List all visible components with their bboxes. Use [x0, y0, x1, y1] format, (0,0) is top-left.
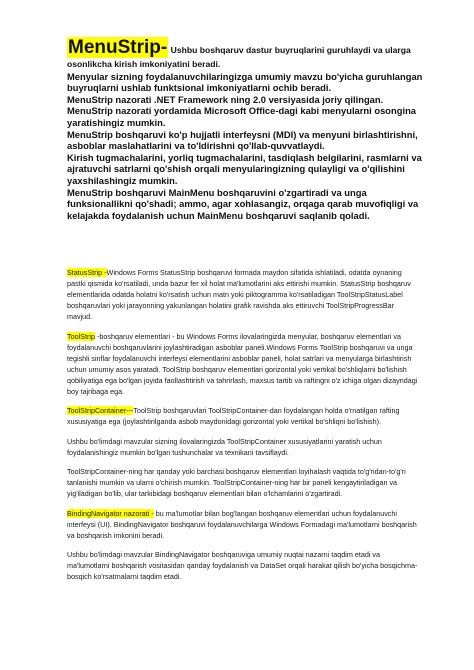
- toolstrip-paragraph: [67, 331, 419, 397]
- statusstrip-text: Windows Forms StatusStrip boshqaruvi formada maydon sifatida ishlatiladi, odatda oynaning pastki qismida ko'rsatiladi, unda bazur fer xil holat ma'lumotlarini aks ettirishi mumkin. StatusStrip boshqaruv elementlarida odatda holatni ko'rsatish uchun matn yoki piktogramma ko'rsatiladigan ToolStripStatusLabel boshqaruvlari yoki jarayonning yakunlangan holatini grafik ravishda aks ettiruvchi ToolStripProgressBar mavjud.: [67, 268, 411, 321]
- container-paragraph-2: Ushbu bo'limdagi mavzular sizning ilovalaringizda ToolStripContainer xususiyatlarini yaratish uchun foydalanishingiz mumkin bo'lgan tushunchalar va texnikani tavsiflaydi.: [67, 436, 382, 457]
- container-text: ToolStrip boshqaruvlari ToolStripContainer-dan foydalangan holda o'rnatilgan rafting xususiyatiga ega (joylashtirilganda asbob maydonidagi gorizontal yoki vertikal bo'shliqni bo'lishish).: [67, 406, 400, 426]
- document-title: MenuStrip-: [68, 37, 168, 58]
- intro-line: MenuStrip nazorati .NET Framework ning 2.0 versiyasida joriy qilingan.: [67, 93, 384, 105]
- statusstrip-term: StatusStrip -: [67, 268, 107, 277]
- container-paragraph: [67, 405, 419, 427]
- toolstrip-text: -boshqaruv elementlari - bu Windows Forms ilovalaringizda menyular, boshqaruv elementlari va foydalanuvchi boshqaruvlarini joylashtiradigan asboblar paneli.Windows Forms ToolStrip boshqaruvi va unga tegishli sinflar foydalanuvchi interfeysi elementlarini asboblar paneli, holat satrlari va menyularga birlashtirish uchun umumiy asos yaratadi. ToolStrip boshqaruv elementlari gorizontal yoki vertikal bo'shliqlarni bo'lishish qobiliyatiga ega bo'lgan joyida faollashtirish va tahrirlash, maxsus tartib va raftingni o'z ichiga olgan dizayndagi boy tajribaga ega.: [67, 331, 418, 396]
- intro-block: [67, 38, 431, 221]
- container-term: ToolStripContainer---: [67, 406, 134, 415]
- bindingnav-paragraph-2: Ushbu bo'limdagi mavzular BindingNavigator boshqaruviga umumiy nuqtai nazarni taqdim etadi va ma'lumotlarni boshqarish vositasidan qanday foydalanish va DataSet orqali harakat qilish bo'yicha bosqichma-bosqich ko'rsatmalarni taqdim etadi.: [67, 550, 418, 581]
- intro-line: MenuStrip boshqaruvi MainMenu boshqaruvini o'zgartiradi va unga funksionallikni qo'shadi; ammo, agar xohlasangiz, orqaga qarab muvofiqligi va kelajakda foydalanish uchun MainMenu boshqaruvi saqlanib qoladi.: [67, 186, 419, 221]
- bindingnav-text: bu ma'lumotlar bilan bog'langan boshqaruv elementlari uchun foydalanuvchi interfeysi (UI). BindingNavigator boshqaruvi foydalanuvchilarga Windows Formadagi ma'lumotlarni boshqarish va boshqarish imkonini beradi.: [67, 508, 417, 540]
- intro-line: MenuStrip boshqaruvi ko'p hujjatli interfeysni (MDI) va menyuni birlashtirishni, asboblar maslahatlarini va to'ldirishni qo'llab-quvvatlaydi.: [67, 128, 418, 152]
- intro-line: Kirish tugmachalarini, yorliq tugmachalarini, tasdiqlash belgilarini, rasmlarni va ajratuvchi satrlarni qo'shish orqali menyularingizning qulayligi va o'qilishini yaxshilashingiz mumkin.: [67, 151, 422, 186]
- intro-first-paragraph: [67, 38, 431, 71]
- toolstrip-term: ToolStrip: [67, 331, 95, 341]
- intro-line: MenuStrip nazorati yordamida Microsoft Office-dagi kabi menyularni osongina yaratishingiz mumkin.: [67, 105, 417, 128]
- body-block: [67, 267, 419, 591]
- statusstrip-paragraph: [67, 267, 419, 322]
- bindingnav-term: BindingNavigator nazorati -: [67, 508, 154, 518]
- container-paragraph-3: ToolStripContainer-ning har qanday yoki barchasi boshqaruv elementlari loyihalash vaqtida to'g'ridan-to'g'ri tanlanishi mumkin va ularni o'chirish mumkin. ToolStripContainer-ning har bir paneli kengaytiriladigan va yig'iladigan bo'lib, ular tarkibidagi boshqaruv elementlari bilan o'lchamlarini o'zgartiradi.: [67, 467, 406, 498]
- bindingnav-paragraph: [67, 508, 419, 541]
- intro-lead-text: Ushbu boshqaruv dastur buyruqlarini guruhlaydi va ularga osonlikcha kirish imkoniyatini beradi.: [67, 45, 411, 69]
- intro-line: Menyular sizning foydalanuvchilaringizga umumiy mavzu bo'yicha guruhlangan buyruqlarni ushlab funktsional imkoniyatlarni ochib beradi.: [67, 70, 423, 94]
